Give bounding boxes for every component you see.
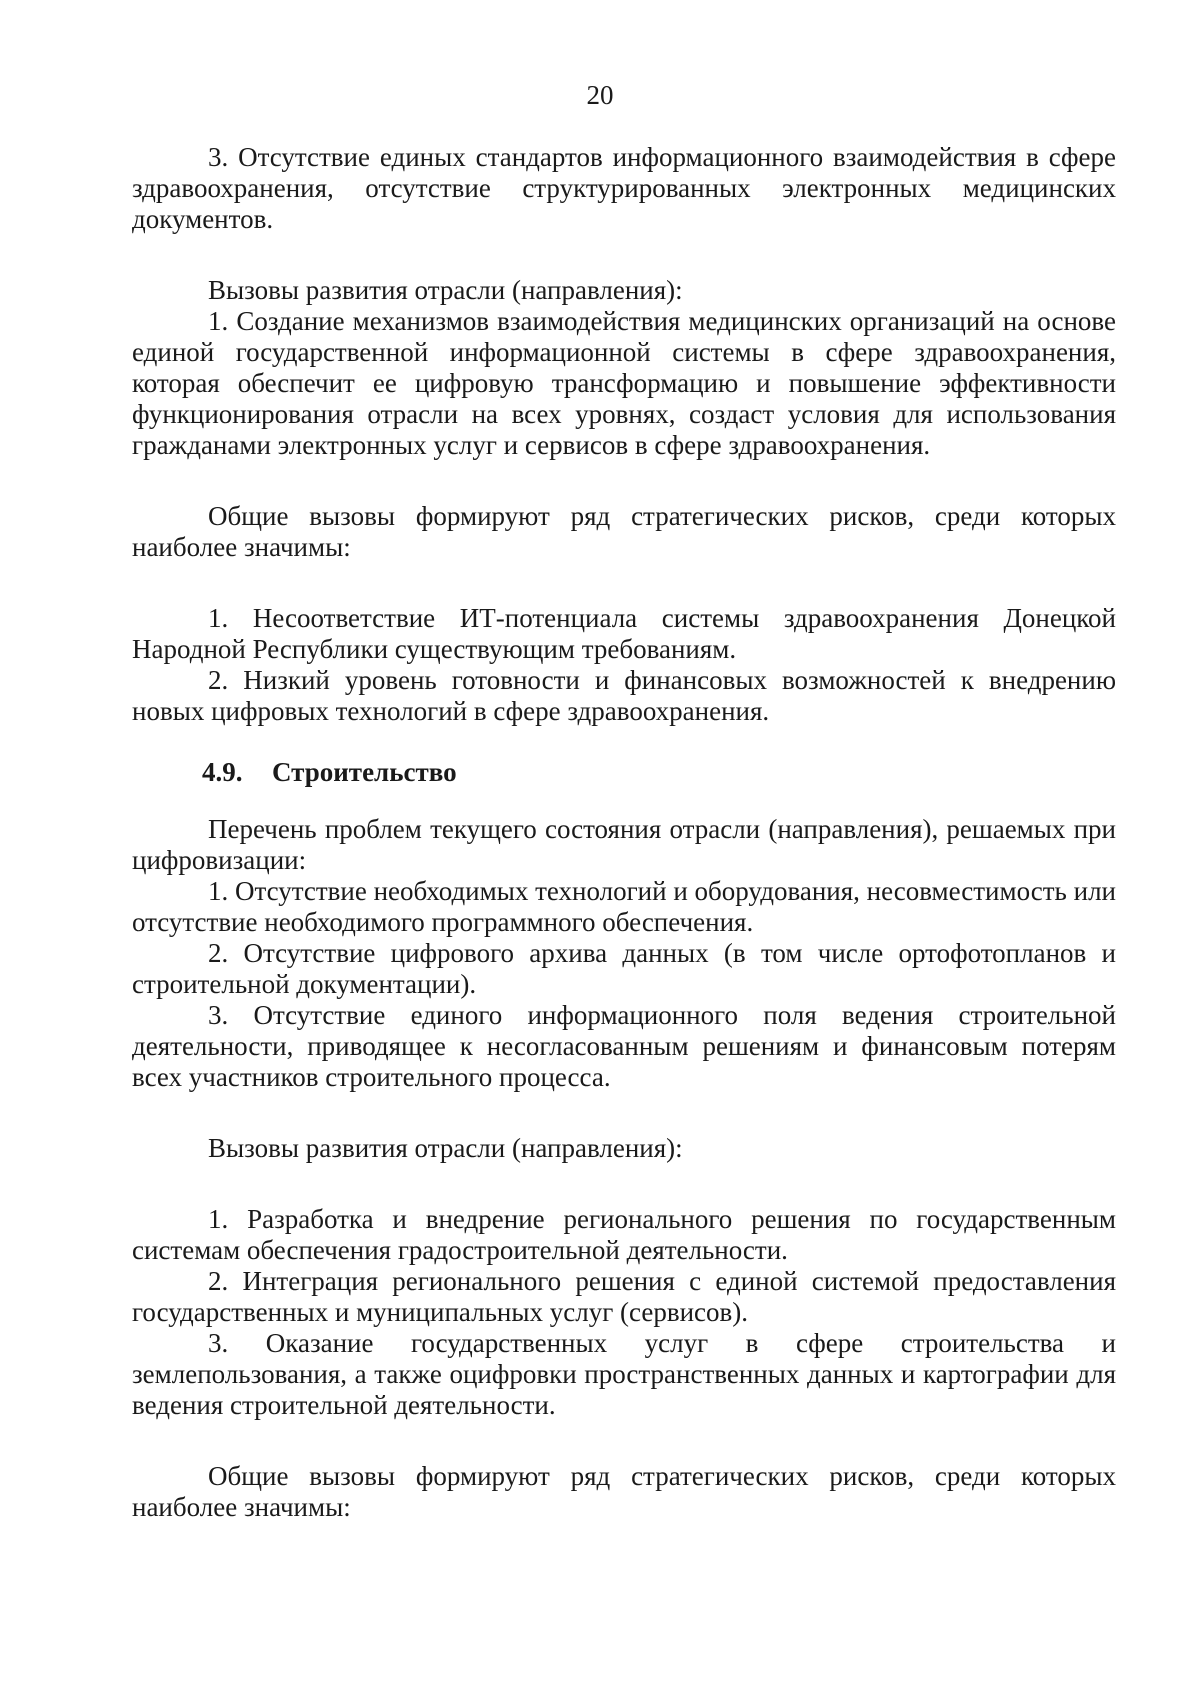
paragraph: 2. Низкий уровень готовности и финансовых возможностей к внедрению новых цифровых технологий в сфере здравоохранения. — [132, 665, 1116, 726]
paragraph: 1. Отсутствие необходимых технологий и оборудования, несовместимость или отсутствие необходимого программного обеспечения. — [132, 876, 1116, 937]
section-title: Строительство — [272, 757, 457, 787]
section-number: 4.9. — [202, 757, 243, 787]
paragraph: Общие вызовы формируют ряд стратегических рисков, среди которых наиболее значимы: — [132, 1461, 1116, 1522]
paragraph: 1. Создание механизмов взаимодействия медицинских организаций на основе единой государственной информационной системы в сфере здравоохранения, которая обеспечит ее цифровую трансформацию и повышение эффективности функционирования отрасли на всех уровнях, создаст условия для использования гражданами электронных услуг и сервисов в сфере здравоохранения. — [132, 306, 1116, 460]
paragraph: 1. Разработка и внедрение регионального решения по государственным системам обеспечения градостроительной деятельности. — [132, 1204, 1116, 1265]
paragraph: Общие вызовы формируют ряд стратегических рисков, среди которых наиболее значимы: — [132, 501, 1116, 562]
paragraph: 3. Оказание государственных услуг в сфере строительства и землепользования, а также оцифровки пространственных данных и картографии для ведения строительной деятельности. — [132, 1328, 1116, 1420]
paragraph: Вызовы развития отрасли (направления): — [208, 1133, 683, 1163]
section-heading — [132, 757, 1116, 788]
paragraph: Вызовы развития отрасли (направления): — [208, 275, 683, 305]
paragraph: 1. Несоответствие ИТ-потенциала системы здравоохранения Донецкой Народной Республики существующим требованиям. — [132, 603, 1116, 664]
paragraph: 2. Отсутствие цифрового архива данных (в том числе ортофотопланов и строительной документации). — [132, 938, 1116, 999]
paragraph: 2. Интеграция регионального решения с единой системой предоставления государственных и муниципальных услуг (сервисов). — [132, 1266, 1116, 1327]
page-number: 20 — [586, 80, 614, 110]
paragraph: 3. Отсутствие единого информационного поля ведения строительной деятельности, приводящее к несогласованным решениям и финансовым потерям всех участников строительного процесса. — [132, 1000, 1116, 1092]
paragraph: Перечень проблем текущего состояния отрасли (направления), решаемых при цифровизации: — [132, 814, 1116, 875]
page-content — [132, 142, 1116, 1523]
paragraph: 3. Отсутствие единых стандартов информационного взаимодействия в сфере здравоохранения, отсутствие структурированных электронных медицинских документов. — [132, 142, 1116, 234]
